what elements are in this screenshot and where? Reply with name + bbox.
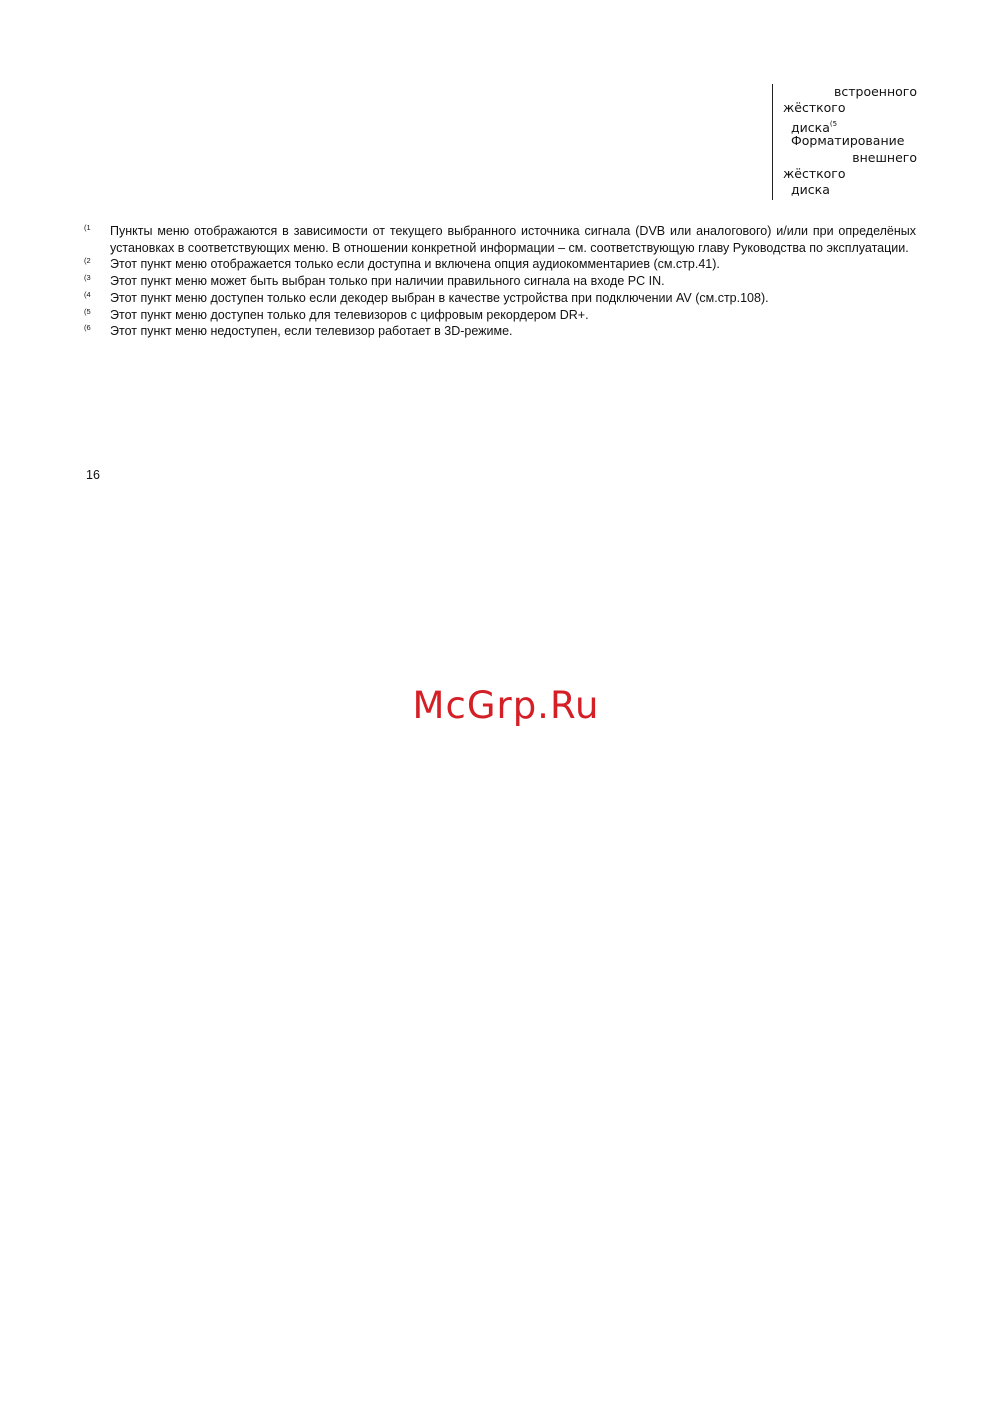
footnote-number: (1 <box>84 223 91 232</box>
footnote-item <box>84 256 916 273</box>
footnote-text: Этот пункт меню доступен только если декодер выбран в качестве устройства при подключении AV (см.стр.108). <box>110 290 769 305</box>
menu-cell-line: Форматирование <box>791 133 905 148</box>
menu-cell-line: встроенного <box>833 84 917 99</box>
footnote-number: (5 <box>84 306 91 316</box>
menu-cell-line: жёсткого <box>783 166 846 181</box>
footnote-item <box>84 307 916 324</box>
footnote-text: Этот пункт меню доступен только для телевизоров с цифровым рекордером DR+. <box>110 307 589 322</box>
footnote-reference: (5 <box>829 120 838 128</box>
footnote-number: (3 <box>84 273 91 283</box>
menu-table-cell <box>772 84 923 200</box>
footnote-item <box>84 290 916 307</box>
page-number: 16 <box>86 468 100 482</box>
footnote-text: Пункты меню отображаются в зависимости от текущего выбранного источника сигнала (DVB или аналогового) и/или при определёных установках в соответствующих меню. В отношении конкретной информации – см. соответствующую главу Руководства по эксплуатации. <box>110 224 916 255</box>
footnote-number: (4 <box>84 289 91 299</box>
menu-cell-line: внешнего <box>852 150 917 165</box>
menu-cell-text: диска <box>791 120 830 135</box>
footnote-item <box>84 323 916 340</box>
watermark-text: McGrp.Ru <box>412 684 600 727</box>
footnote-number: (2 <box>84 256 91 266</box>
footnote-text: Этот пункт меню недоступен, если телевизор работает в 3D-режиме. <box>110 324 513 339</box>
footnote-number: (6 <box>84 323 91 333</box>
footnote-item <box>84 223 916 256</box>
footnote-item <box>84 273 916 290</box>
footnotes-list <box>84 223 916 340</box>
menu-cell-line: жёсткого <box>783 100 846 115</box>
footnote-text: Этот пункт меню может быть выбран только при наличии правильного сигнала на входе PC IN. <box>110 274 665 289</box>
menu-cell-line: диска <box>791 182 830 197</box>
footnote-text: Этот пункт меню отображается только если доступна и включена опция аудиокомментариев (см.стр.41). <box>110 257 720 272</box>
